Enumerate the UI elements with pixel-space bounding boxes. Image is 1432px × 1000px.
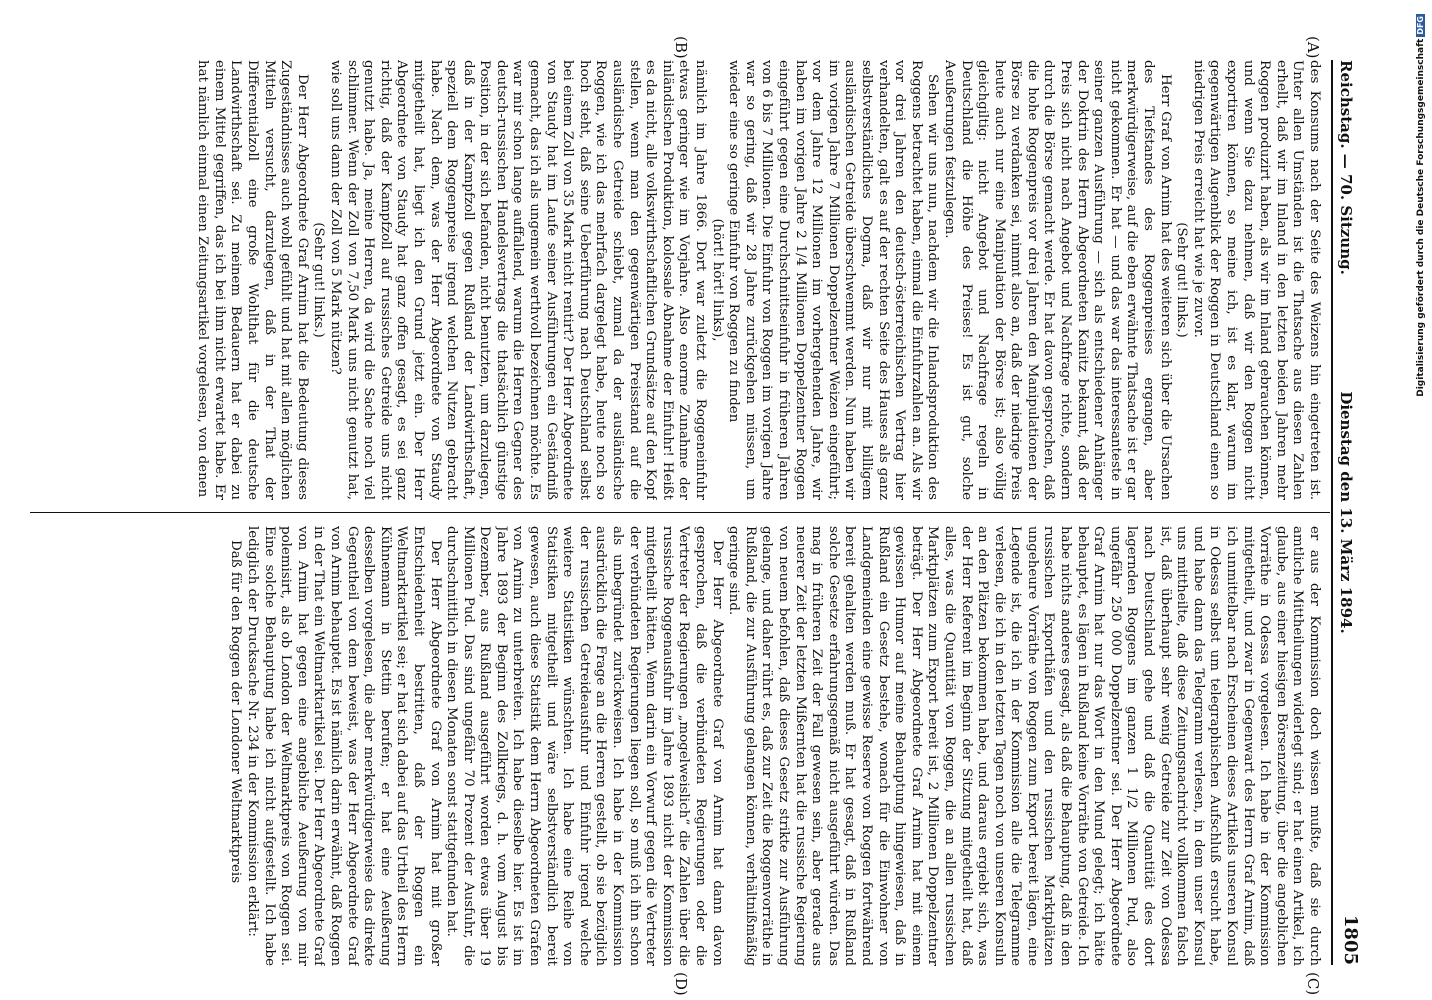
page-number: 1805 — [1340, 914, 1361, 965]
header-date: Dienstag den 13. März 1894. — [1337, 391, 1355, 634]
header-session: Reichstag. — 70. Sitzung. — [1337, 60, 1355, 275]
header-rule — [1331, 60, 1333, 965]
paragraph: nämlich im Jahre 1866. Dort war zuletzt die Roggeneinfuhr etwas geringer wie im Vorjahre. Also enorme Zunahme der inländischen Produktion, kolossale Abnahme der Einfuhr! Heißt es da nicht, alle volkswirthschaftlichen Grundsätze auf den Kopf stellen, wenn man den gegenwärtigen Preisstand auf die ausländische Getreide schiebt, zumal da der ausländische Roggen, wie ich das mehrfach dargelegt habe, heute noch so hoch steht, daß seine Ueberführung nach Deutschland selbst bei einem Zoll von 35 Mark nicht rentirt? Der Herr Abgeordnete von Staudy hat im Laufe seiner Ausführungen ein Geständniß gemacht, das ich als ungemein werthvoll bezeichnen möchte. Es war mir schon lange auffallend, warum die Herren Gegner des deutsch-russischen Handelsvertrags die thatsächlich günstige Position, in der sich befanden, nicht benutzten, um darzulegen, daß in der Kampfzoll gegen Rußland der Landwirthschaft, speziell dem Roggenpreise irgend welchen Nutzen gebracht habe. Nach dem, was der Herr Abgeordnete von Staudy mitgetheilt hat, liegt ich den Grund jetzt ein. Der Herr Abgeordnete von Staudy hat ganz offen gesagt, es sei ganz richtig, daß der Kampfzoll auf russisches Getreide uns nicht genutzt habe. Ja, meine Herren, da wird die Sache noch viel schlimmer. Wenn der Zoll von 7,50 Mark uns nicht genutzt hat, wie soll uns dann der Zoll von 5 Mark nützen? — [327, 60, 709, 500]
paragraph: er aus der Kommission doch wissen mußte, daß sie durch amtliche Mittheilungen widerlegt sind; er hat einen Artikel, ich glaube, aus einer hiesigen Börsenzeitung, über die angeblichen Vorräthe in Odessa vorgelesen. Ich habe in der Kommission mitgetheilt, und zwar in Gegenwart des Herrn Graf Arnim, daß ich unmittelbar nach Erscheinen dieses Artikels unseren Konsul in Odessa selbst um telegraphischen Aufschluß ersucht habe, und habe dann das Telegramm verlesen, in dem unser Konsul uns mittheilte, daß diese Zeitungsnachricht vollkommen falsch ist, daß überhaupt sehr wenig Getreide zur Zeit von Odessa nach Deutschland gehe und daß die Quantität des dort lagernden Roggens im ganzen 1 1/2 Millionen Pud, also ungefähr 250 000 Doppelzentner sei. Der Herr Abgeordnete Graf Arnim hat nur das Wort in den Mund gelegt; ich hätte behauptet, es lägen in Rußland keine Vorräthe von Getreide. Ich habe nichts anderes gesagt, als daß die Behauptung, daß in den russischen Exporthäfen und den russischen Marktplätzen ungeheure Vorräthe von Roggen zum Export bereit lägen, eine Legende ist, die ich in der Kommission alle die Telegramme verlesen, die ich in den letzten Tagen noch von unseren Konsuln an den Plätzen bekommen habe, und daraus ergiebt sich, was der Herr Referent im Beginn der Sitzung mitgetheilt hat, daß alles, was die Quantität von Roggen, die an allen russischen Marktplätzen zum Export bereit ist, 2 Millionen Doppelzentner beträgt. Der Herr Abgeordnete Graf Arnim hat mit einem gewissen Humor auf meine Behauptung hingewiesen, daß in Rußland ein Gesetz bestehe, wonach für die Einwohner von Landgemeinden eine gewisse Reserve von Roggen fortwährend bereit gehalten werden muß. Er hat gesagt, daß in Rußland solche Gesetze erfahrungsgemäß nicht ausgeführt würden. Das mag in früheren Zeit der Fall gewesen sein, aber gerade aus neuerer Zeit der letzten Mißernten hat die russische Regierung von neuem befohlen, daß dieses Gesetz strikte zur Ausführung gelange, und daher rührt es, daß zur Zeit die Roggenvorräthe in Rußland, die zur Ausführung gelangen können, verhältnißmäßig geringe sind. — [726, 526, 1322, 966]
right-column — [32, 526, 1322, 966]
paragraph: des Konsums nach der Seite des Weizens hin eingetreten ist. Unter allen Umständen ist die Thatsache aus diesen Zahlen erhellt, daß wir im Inland in den letzten beiden Jahren mehr Roggen produzirt haben, als wir im Inland gebrauchen können, und wenn Sie dazu nehmen, daß wir den Roggen nicht exportiren können, so meine ich, ist es klar, warum im gegenwärtigen Augenblick der Roggen in Deutschland einen so niedrigen Preis erreicht hat wie je zuvor. — [1190, 60, 1322, 500]
margin-marker-b: (B) — [672, 36, 690, 59]
dfg-logo: DFG — [1416, 16, 1425, 35]
left-column — [32, 60, 1322, 500]
margin-marker-a: (A) — [1304, 36, 1322, 59]
paragraph: Der Herr Abgeordnete Graf von Arnim hat dann davon gesprochen, daß die verbündeten Regierungen oder die Vertreter der Regierungen „mogelweislich“ die Zahlen über die russische Roggenausfuhr im Jahre 1893 nicht der Kommission mitgetheilt hätten. Wenn darin ein Vorwurf gegen die Vertreter der verbündeten Regierungen liegen soll, so muß ich ihn schon als unbegründet zurückweisen. Ich habe in der Kommission ausdrücklich die Frage an die Herren gestellt, ob sie bezüglich der russischen Getreideausfuhr und Einfuhr irgend welche weitere Statistiken wünschten. Ich habe eine Reihe von Statistiken mitgetheilt und wäre selbstverständlich bereit gewesen, auch diese Statistik dem Herrn Abgeordneten Grafen von Arnim zu unterbreiten. Ich habe dieselbe hier. Es ist im Jahre 1893 der Beginn des Zollkriegs, d. h. vom August bis Dezember, aus Rußland ausgeführt worden etwas über 19 Millionen Pud. Das sind ungefähr 70 Prozent der Ausfuhr, die durchschnittlich in diesen Monaten sonst stattgefunden hat. — [444, 526, 725, 966]
margin-marker-d: (D) — [672, 972, 690, 996]
interjection: (hört! hört! links), — [709, 218, 725, 342]
digitization-credit — [1410, 0, 1432, 1000]
paragraph: Herr Graf von Arnim hat des weiteren sich über die Ursachen des Tiefstandes des Roggenpreises ergangen, aber merkwürdigerweise, auf die eben erwähnte Thatsache ist er gar nicht gekommen. Er hat — und das war das interessanteste in seiner ganzen Ausführung — sich als entschiedener Anhänger der Doktrin des Herrn Abgeordneten Kanitz bekannt, daß der Preis sich nicht nach Angebot und Nachfrage richte, sondern durch die Börse gemacht werde. Er hat davon gesprochen, daß die hohe Roggenpreis vor drei Jahren den Manipulationen der Börse zu verdanken sei, nimmt also an, daß der niedrige Preis heute auch nur eine Manipulation der Börse ist; also völlig gleichgiltig: nicht Angebot und Nachfrage regeln in Deutschland die Höhe des Preises! Es ist gut, solche Aeußerungen festzulegen. — [941, 60, 1173, 500]
paragraph: Sehen wir uns nun, nachdem wir die Inlandsproduktion des Roggens betrachtet haben, einmal die Einfuhrzahlen an. Als wir vor drei Jahren den deutsch-österreichischen Vertrag hier verhandelten, galt es auf der rechten Seite des Hauses als ganz selbstverständliches Dogma, daß wir nur mit billigem ausländischen Getreide überschwemmt werden. Nun haben wir im vorigen Jahre 7 Millionen Doppelzentner Weizen eingeführt; vor dem Jahre 12 Millionen im vorhergehenden Jahre, wir haben im vorigen Jahre 2 1/4 Millionen Doppelzentner Roggen eingeführt gegen eine Durchschnittseinfuhr in früheren Jahren von 6 bis 7 Millionen. Die Einfuhr von Roggen im vorigen Jahre war so gering, daß wir 28 Jahre zurückgehen müssen, um wieder eine so geringe Einfuhr von Roggen zu finden — [726, 60, 941, 500]
credit-text: Digitalisierung gefördert durch die Deutsche Forschungsgemeinschaft — [1416, 38, 1426, 397]
paragraph: Daß für den Roggen der Londoner Weltmarktpreis — [228, 540, 244, 884]
page-header — [1335, 60, 1365, 965]
paragraph: Der Herr Abgeordnete Graf Arnim hat die Bedeutung dieses Zugeständnisses auch wohl gefühlt und hat mit allen möglichen Mitteln versucht, darzulegen, daß in der That der Differentialzoll eine große Wohlthat für die deutsche Landwirthschaft sei. Zu meinem Bedauern hat er dabei zu einem Mittel gegriffen, das ich bei ihm nicht erwartet habe. Er hat nämlich einmal einen Zeitungsartikel vorgelesen, von denen — [195, 60, 310, 500]
interjection: (Sehr gut! links.) — [311, 222, 327, 338]
paragraph: Der Herr Abgeordnete Graf von Arnim hat mit großer Entschiedenheit bestritten, daß der Roggen ein Weltmarktartikel sei; er hat sich dabei auf das Urtheil des Herrn Kühnemann in Stettin berufen; er hat eine Aeußerung desselben vorgelesen, die aber merkwürdigerweise das direkte Gegentheil von dem beweist, was der Herr Abgeordnete Graf von Arnim behauptet. Es ist nämlich darin erwähnt, daß Roggen in der That ein Weltmarktartikel sei. Der Herr Abgeordnete Graf von Arnim hat gegen eine angebliche Aeußerung von mir polemisirt, als ob London der Weltmarktpreis von Roggen sei. Eine solche Behauptung habe ich nicht aufgestellt. Ich habe lediglich der Drucksache Nr. 234 in der Kommission erklärt: — [245, 526, 443, 966]
column-divider — [30, 512, 1330, 513]
margin-marker-c: (C) — [1304, 972, 1322, 996]
interjection: (Sehr gut! links.) — [1174, 222, 1190, 338]
